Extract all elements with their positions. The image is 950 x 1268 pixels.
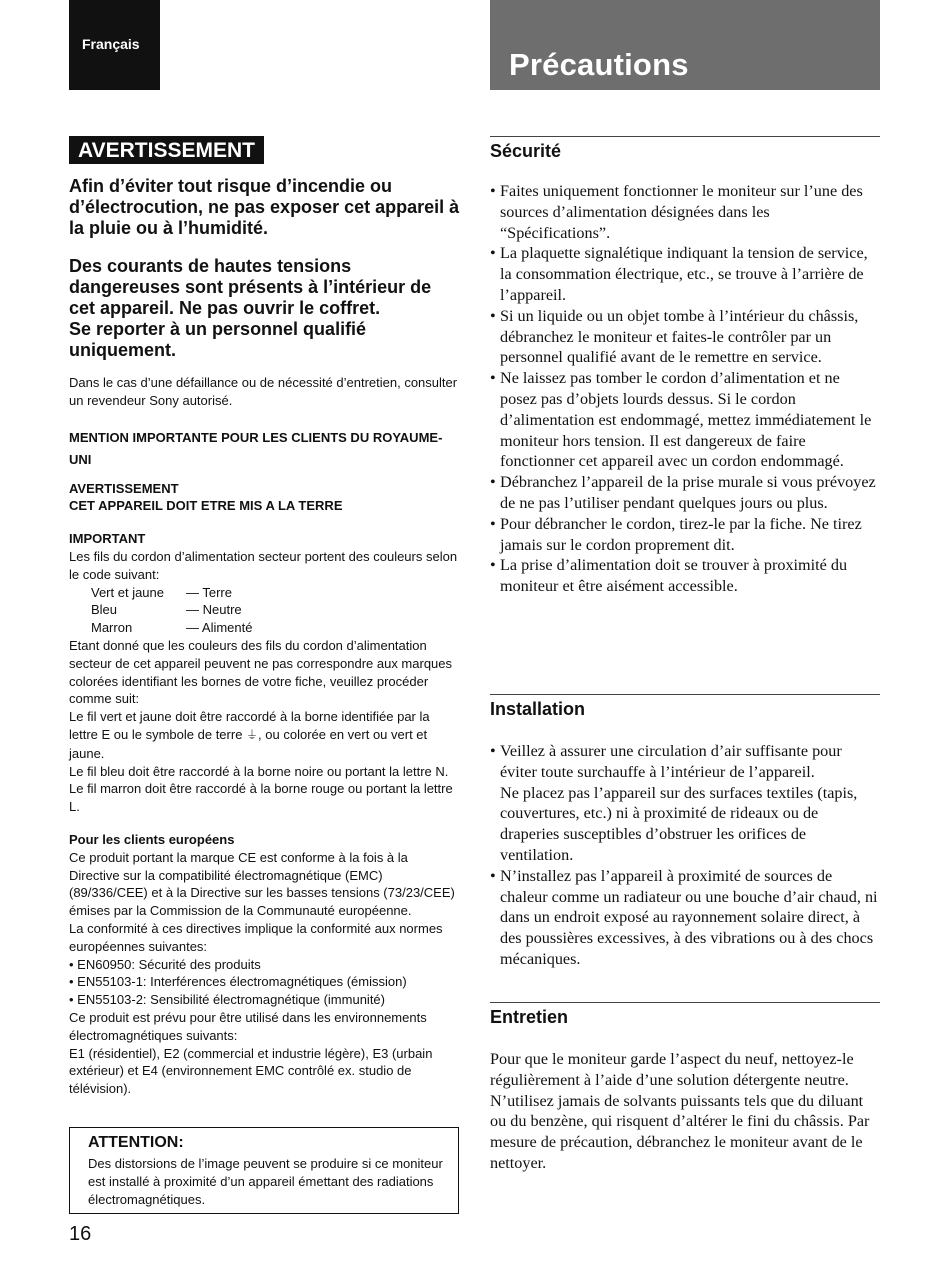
list-item: • Pour débrancher le cordon, tirez-le par la fiche. Ne tirez jamais sur le cordon proprement dit. bbox=[490, 514, 880, 556]
securite-heading: Sécurité bbox=[490, 141, 562, 161]
important-heading: IMPORTANT bbox=[69, 531, 146, 547]
language-label: Français bbox=[82, 36, 140, 52]
color-code-meaning: — Terre bbox=[186, 584, 232, 600]
entretien-section bbox=[490, 1002, 880, 1174]
language-tab bbox=[69, 0, 160, 90]
attention-heading: ATTENTION: bbox=[88, 1134, 184, 1151]
list-item: • Ne laissez pas tomber le cordon d’alimentation et ne posez pas d’objets lourds dessus. Si le cordon d’alimentation est endommagé, mettez immédiatement le moniteur hors tension. Il est dangereux de faire fonctionner cet appareil avec un cordon endommagé. bbox=[490, 368, 880, 472]
title-bar bbox=[490, 0, 880, 90]
installation-item-1b: Ne placez pas l’appareil sur des surfaces textiles (tapis, couvertures, etc.) ni à proximité de rideaux ou de draperies susceptibles d’obstruer les orifices de ventilation. bbox=[500, 783, 858, 864]
list-item: • Si un liquide ou un objet tombe à l’intérieur du châssis, débranchez le moniteur et faites-le contrôler par un personnel qualifié avant de le remettre en service. bbox=[490, 306, 880, 368]
list-item: • La plaquette signalétique indiquant la tension de service, la consommation électrique, etc., se trouve à l’arrière de l’appareil. bbox=[490, 243, 880, 305]
important-paragraph-4: Le fil bleu doit être raccordé à la borne noire ou portant la lettre N. Le fil marron doit être raccordé à la borne rouge ou portant la lettre L. bbox=[69, 763, 453, 815]
uk-heading: MENTION IMPORTANTE POUR LES CLIENTS DU ROYAUME-UNI bbox=[69, 429, 443, 467]
color-code-color: Bleu bbox=[91, 602, 118, 618]
list-item: • La prise d’alimentation doit se trouver à proximité du moniteur et être aisément accessible. bbox=[490, 555, 880, 597]
defect-note: Dans le cas d’une défaillance ou de nécessité d’entretien, consulter un revendeur Sony autorisé. bbox=[69, 375, 458, 408]
color-code-meaning: — Neutre bbox=[186, 602, 242, 618]
warning-paragraph-2 bbox=[69, 256, 461, 361]
eu-paragraph-3: Ce produit est prévu pour être utilisé dans les environnements électromagnétiques suivants: bbox=[69, 1009, 427, 1043]
color-code-color: Vert et jaune bbox=[91, 584, 164, 600]
installation-list bbox=[490, 741, 880, 970]
securite-list bbox=[490, 181, 880, 597]
eu-paragraph-2: La conformité à ces directives implique la conformité aux normes européennes suivantes: bbox=[69, 920, 443, 954]
eu-paragraph-1: Ce produit portant la marque CE est conforme à la fois à la Directive sur la compatibilité électromagnétique (EMC) (89/336/CEE) et à la Directive sur les basses tensions (73/23/CEE) émises par la Commission de la Communauté européenne. bbox=[69, 849, 455, 919]
color-code-row bbox=[91, 601, 461, 619]
important-paragraph-2: Etant donné que les couleurs des fils du cordon d’alimentation secteur de cet appareil peuvent ne pas correspondre aux marques colorées identifiant les bornes de votre fiche, veuillez procéder comme suit: bbox=[69, 637, 453, 707]
warning-paragraph-2-line-2: Se reporter à un personnel qualifié uniquement. bbox=[69, 319, 367, 360]
color-code-row bbox=[91, 619, 461, 637]
eu-list-item: • EN55103-1: Interférences électromagnétiques (émission) bbox=[69, 974, 407, 990]
eu-list-item: • EN60950: Sécurité des produits bbox=[69, 956, 261, 972]
color-code-row bbox=[91, 584, 461, 602]
color-code-color: Marron bbox=[91, 620, 133, 636]
eu-paragraph-4: E1 (résidentiel), E2 (commercial et industrie légère), E3 (urbain extérieur) et E4 (environnement EMC contrôlé ex. studio de télévision). bbox=[69, 1045, 433, 1097]
warning-tag: AVERTISSEMENT bbox=[69, 136, 264, 164]
important-paragraph-3b: , ou colorée en vert ou vert et jaune. bbox=[69, 726, 428, 761]
eu-list-item: • EN55103-2: Sensibilité électromagnétique (immunité) bbox=[69, 992, 385, 1008]
warning-paragraph-1: Afin d’éviter tout risque d’incendie ou d’électrocution, ne pas exposer cet appareil à la pluie ou à l’humidité. bbox=[69, 176, 460, 238]
important-intro: Les fils du cordon d’alimentation secteur portent des couleurs selon le code suivant: bbox=[69, 548, 458, 582]
color-code-table bbox=[91, 584, 461, 637]
page-title: Précautions bbox=[509, 47, 689, 82]
color-code-meaning: — Alimenté bbox=[186, 620, 253, 636]
attention-body: Des distorsions de l’image peuvent se produire si ce moniteur est installé à proximité d’un appareil émettant des radiations électromagnétiques. bbox=[88, 1156, 443, 1207]
list-item: • Débranchez l’appareil de la prise murale si vous prévoyez de ne pas l’utiliser pendant quelques jours ou plus. bbox=[490, 472, 880, 514]
earth-ground-icon: ⏚ bbox=[246, 727, 259, 742]
earth-heading-1: AVERTISSEMENT bbox=[69, 480, 179, 496]
securite-section bbox=[490, 136, 880, 597]
important-paragraph-3 bbox=[69, 708, 461, 762]
installation-section bbox=[490, 694, 880, 970]
warning-paragraph-2-line-1: Des courants de hautes tensions dangereuses sont présents à l’intérieur de cet appareil. Ne pas ouvrir le coffret. bbox=[69, 256, 432, 318]
page-number: 16 bbox=[69, 1223, 92, 1245]
list-item: • Faites uniquement fonctionner le moniteur sur l’une des sources d’alimentation désignées dans les “Spécifications”. bbox=[490, 181, 880, 243]
list-item bbox=[490, 741, 880, 866]
earth-heading-2: CET APPAREIL DOIT ETRE MIS A LA TERRE bbox=[69, 498, 343, 514]
list-item: • N’installez pas l’appareil à proximité de sources de chaleur comme un radiateur ou une bouche d’air chaud, ni dans un endroit exposé au rayonnement solaire direct, à des poussières excessives, à des vibrations ou à des chocs mécaniques. bbox=[490, 866, 880, 970]
left-column bbox=[69, 136, 461, 1098]
entretien-heading: Entretien bbox=[490, 1007, 569, 1027]
entretien-body: Pour que le moniteur garde l’aspect du neuf, nettoyez-le régulièrement à l’aide d’une solution détergente neutre. N’utilisez jamais de solvants puissants tels que du diluant ou du benzène, qui risquent d’altérer le fini du châssis. Par mesure de précaution, débranchez le moniteur avant de le nettoyer. bbox=[490, 1050, 870, 1172]
installation-item-1a: Veillez à assurer une circulation d’air suffisante pour éviter toute surchauffe à l’intérieur de l’appareil. bbox=[500, 742, 842, 781]
attention-box bbox=[69, 1127, 459, 1214]
installation-heading: Installation bbox=[490, 699, 586, 719]
important-paragraph-3a: Le fil vert et jaune doit être raccordé à la borne identifiée par la lettre E ou le symbole de terre bbox=[69, 709, 430, 742]
eu-heading: Pour les clients européens bbox=[69, 831, 235, 847]
